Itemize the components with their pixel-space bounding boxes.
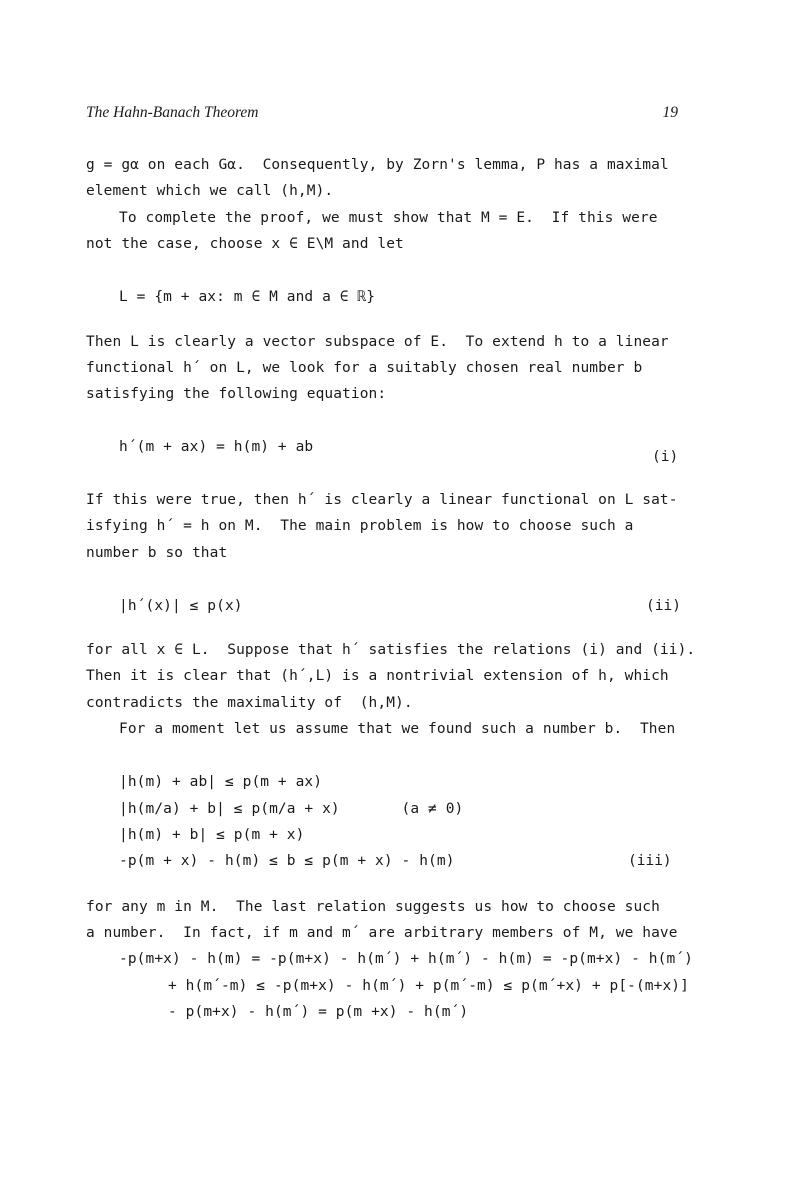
text-line: Then it is clear that (h´,L) is a nontrivial extension of h, which [86,668,669,684]
text-line: If this were true, then h´ is clearly a linear functional on L sat- [86,492,678,508]
equation-L: L = {m + ax: m ∈ M and a ∈ ℝ} [119,289,376,305]
text-line: g = gα on each Gα. Consequently, by Zorn's lemma, P has a maximal [86,157,669,173]
text-line: functional h´ on L, we look for a suitably chosen real number b [86,360,643,376]
inequality-line: |h(m) + ab| ≤ p(m + ax) [119,774,323,790]
equation-ii: |h´(x)| ≤ p(x) [119,598,243,614]
text-line: isfying h´ = h on M. The main problem is how to choose such a [86,518,634,534]
derivation-line: - p(m+x) - h(m´) = p(m +x) - h(m´) [168,1004,469,1020]
equation-number-iii: (iii) [628,853,672,869]
equation-number-ii: (ii) [646,598,681,614]
text-line: For a moment let us assume that we found such a number b. Then [119,721,676,737]
text-line: for any m in M. The last relation suggests us how to choose such [86,899,660,915]
equation-number-i: (i) [652,449,679,465]
derivation-line: + h(m´-m) ≤ -p(m+x) - h(m´) + p(m´-m) ≤ p(m´+x) + p[-(m+x)] [168,978,689,994]
text-line: number b so that [86,545,228,561]
derivation-line: -p(m+x) - h(m) = -p(m+x) - h(m´) + h(m´) - h(m) = -p(m+x) - h(m´) [119,951,693,967]
text-line: To complete the proof, we must show that M = E. If this were [119,210,658,226]
text-line: Then L is clearly a vector subspace of E. To extend h to a linear [86,334,669,350]
inequality-line: |h(m) + b| ≤ p(m + x) [119,827,305,843]
equation-iii: -p(m + x) - h(m) ≤ b ≤ p(m + x) - h(m) [119,853,455,869]
text-line: contradicts the maximality of (h,M). [86,695,413,711]
text-line: not the case, choose x ∈ E\M and let [86,236,404,252]
inequality-line: |h(m/a) + b| ≤ p(m/a + x) (a ≠ 0) [119,801,464,817]
text-line: element which we call (h,M). [86,183,334,199]
equation-i: h´(m + ax) = h(m) + ab [119,439,314,455]
text-line: a number. In fact, if m and m´ are arbitrary members of M, we have [86,925,678,941]
text-line: satisfying the following equation: [86,386,387,402]
text-line: for all x ∈ L. Suppose that h´ satisfies the relations (i) and (ii). [86,642,696,658]
page-number: 19 [662,104,678,121]
running-title: The Hahn-Banach Theorem [86,104,259,121]
